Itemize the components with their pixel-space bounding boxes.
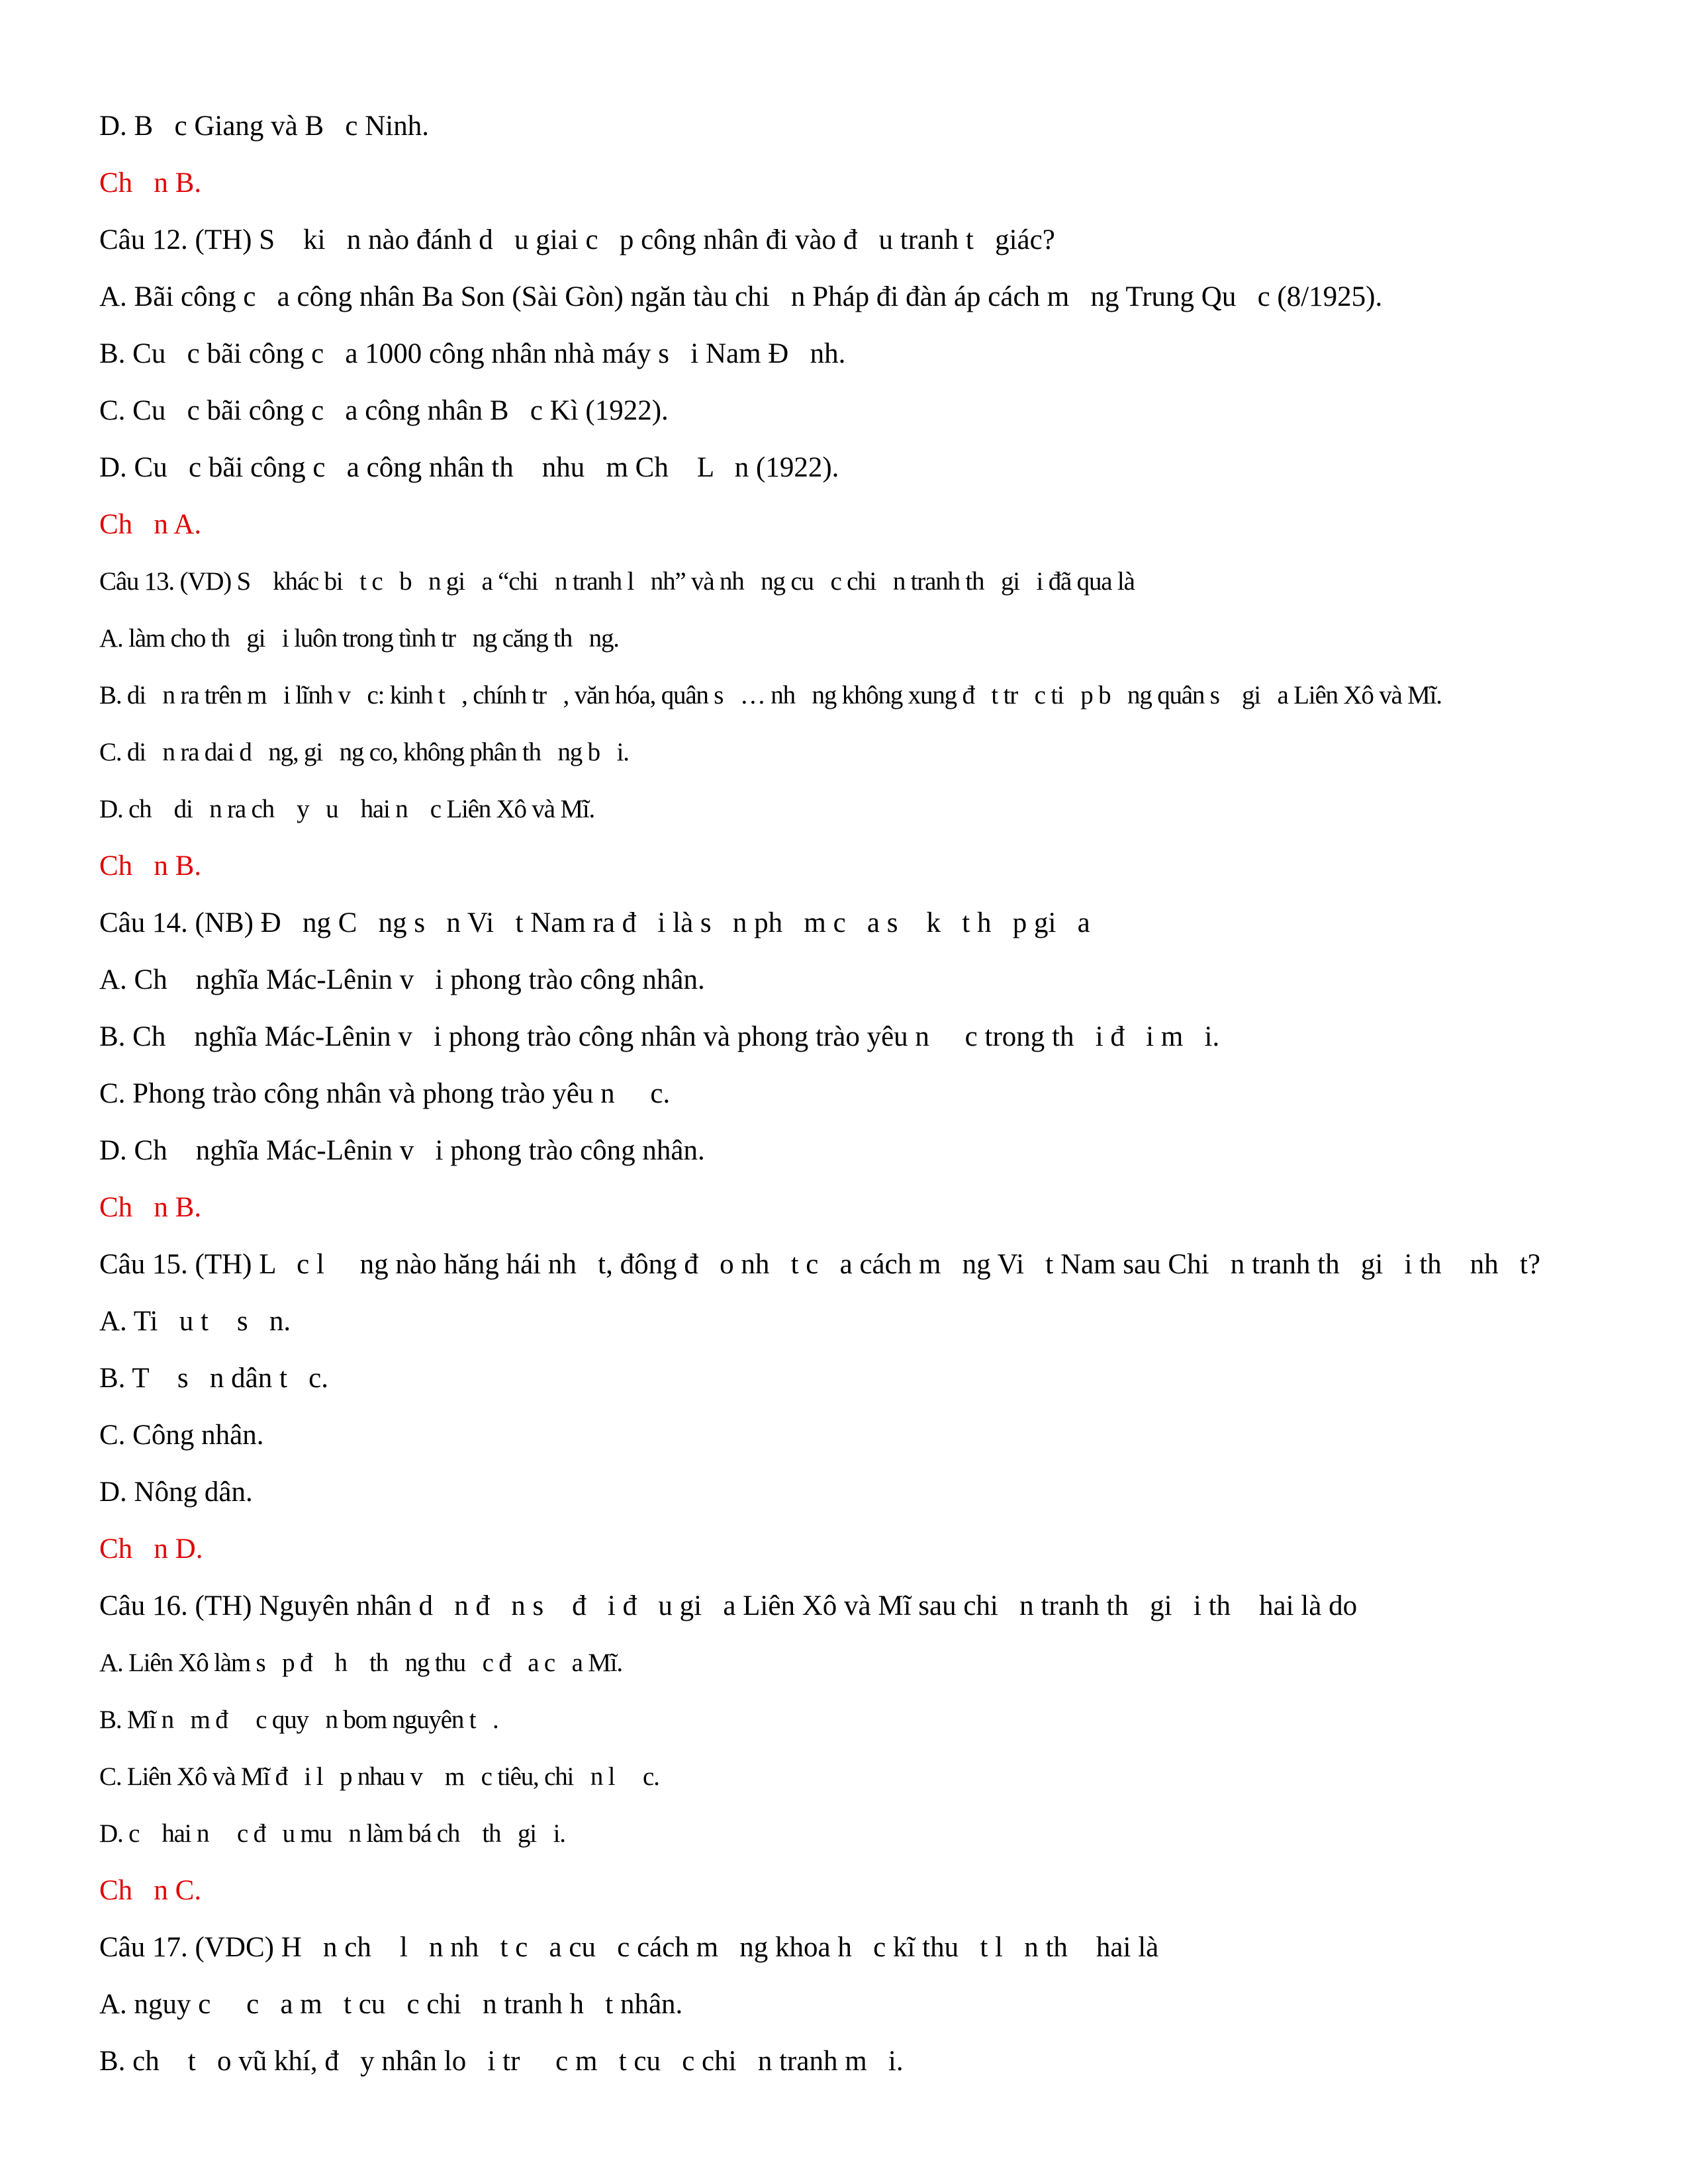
answer-line: Ch n B. — [99, 1192, 202, 1223]
option-line: B. di n ra trên m i lĩnh v c: kinh t , chính tr , văn hóa, quân s … nh ng không xung đ t tr c ti p b ng quân s gi a Liên Xô và Mĩ. — [99, 681, 1442, 709]
option-line: D. Nông dân. — [99, 1477, 253, 1508]
option-line: D. ch di n ra ch y u hai n c Liên Xô và Mĩ. — [99, 795, 595, 823]
option-line: C. Liên Xô và Mĩ đ i l p nhau v m c tiêu, chi n l c. — [99, 1762, 659, 1791]
question-line: Câu 16. (TH) Nguyên nhân d n đ n s đ i đ u gi a Liên Xô và Mĩ sau chi n tranh th gi i th hai là do — [99, 1590, 1358, 1621]
option-line: B. ch t o vũ khí, đ y nhân lo i tr c m t cu c chi n tranh m i. — [99, 2046, 904, 2077]
answer-line: Ch n C. — [99, 1875, 202, 1906]
option-line: B. Ch nghĩa Mác-Lênin v i phong trào công nhân và phong trào yêu n c trong th i đ i m i. — [99, 1021, 1220, 1052]
option-line: Câu 13. (VD) S khác bi t c b n gi a “chi n tranh l nh” và nh ng cu c chi n tranh th gi i đã qua là — [99, 567, 1135, 596]
option-line: C. Cu c bãi công c a công nhân B c Kì (1922). — [99, 395, 669, 426]
option-line: A. làm cho th gi i luôn trong tình tr ng căng th ng. — [99, 624, 619, 653]
option-line: D. B c Giang và B c Ninh. — [99, 111, 430, 142]
option-line: B. T s n dân t c. — [99, 1363, 328, 1394]
option-line: A. Ch nghĩa Mác-Lênin v i phong trào công nhân. — [99, 964, 705, 995]
option-line: D. c hai n c đ u mu n làm bá ch th gi i. — [99, 1819, 565, 1848]
option-line: D. Cu c bãi công c a công nhân th nhu m Ch L n (1922). — [99, 452, 839, 483]
option-line: C. Công nhân. — [99, 1420, 264, 1451]
answer-line: Ch n D. — [99, 1533, 203, 1565]
document-page — [99, 98, 1615, 2090]
answer-line: Ch n B. — [99, 850, 202, 882]
question-line: Câu 15. (TH) L c l ng nào hăng hái nh t, đông đ o nh t c a cách m ng Vi t Nam sau Chi n tranh th gi i th nh t? — [99, 1249, 1540, 1280]
answer-line: Ch n B. — [99, 167, 202, 199]
question-line: Câu 17. (VDC) H n ch l n nh t c a cu c cách m ng khoa h c kĩ thu t l n th hai là — [99, 1932, 1159, 1963]
question-line: Câu 12. (TH) S ki n nào đánh d u giai c p công nhân đi vào đ u tranh t giác? — [99, 224, 1055, 255]
option-line: A. nguy c c a m t cu c chi n tranh h t nhân. — [99, 1989, 683, 2020]
option-line: B. Cu c bãi công c a 1000 công nhân nhà máy s i Nam Đ nh. — [99, 338, 846, 369]
option-line: D. Ch nghĩa Mác-Lênin v i phong trào công nhân. — [99, 1135, 705, 1166]
question-line: Câu 14. (NB) Đ ng C ng s n Vi t Nam ra đ i là s n ph m c a s k t h p gi a — [99, 907, 1090, 938]
option-line: A. Liên Xô làm s p đ h th ng thu c đ a c a Mĩ. — [99, 1649, 622, 1677]
answer-line: Ch n A. — [99, 509, 202, 540]
option-line: C. Phong trào công nhân và phong trào yêu n c. — [99, 1078, 671, 1109]
option-line: B. Mĩ n m đ c quy n bom nguyên t . — [99, 1706, 498, 1734]
option-line: C. di n ra dai d ng, gi ng co, không phân th ng b i. — [99, 738, 629, 766]
option-line: A. Ti u t s n. — [99, 1306, 291, 1337]
option-line: A. Bãi công c a công nhân Ba Son (Sài Gòn) ngăn tàu chi n Pháp đi đàn áp cách m ng Trung Qu c (8/1925). — [99, 281, 1383, 312]
